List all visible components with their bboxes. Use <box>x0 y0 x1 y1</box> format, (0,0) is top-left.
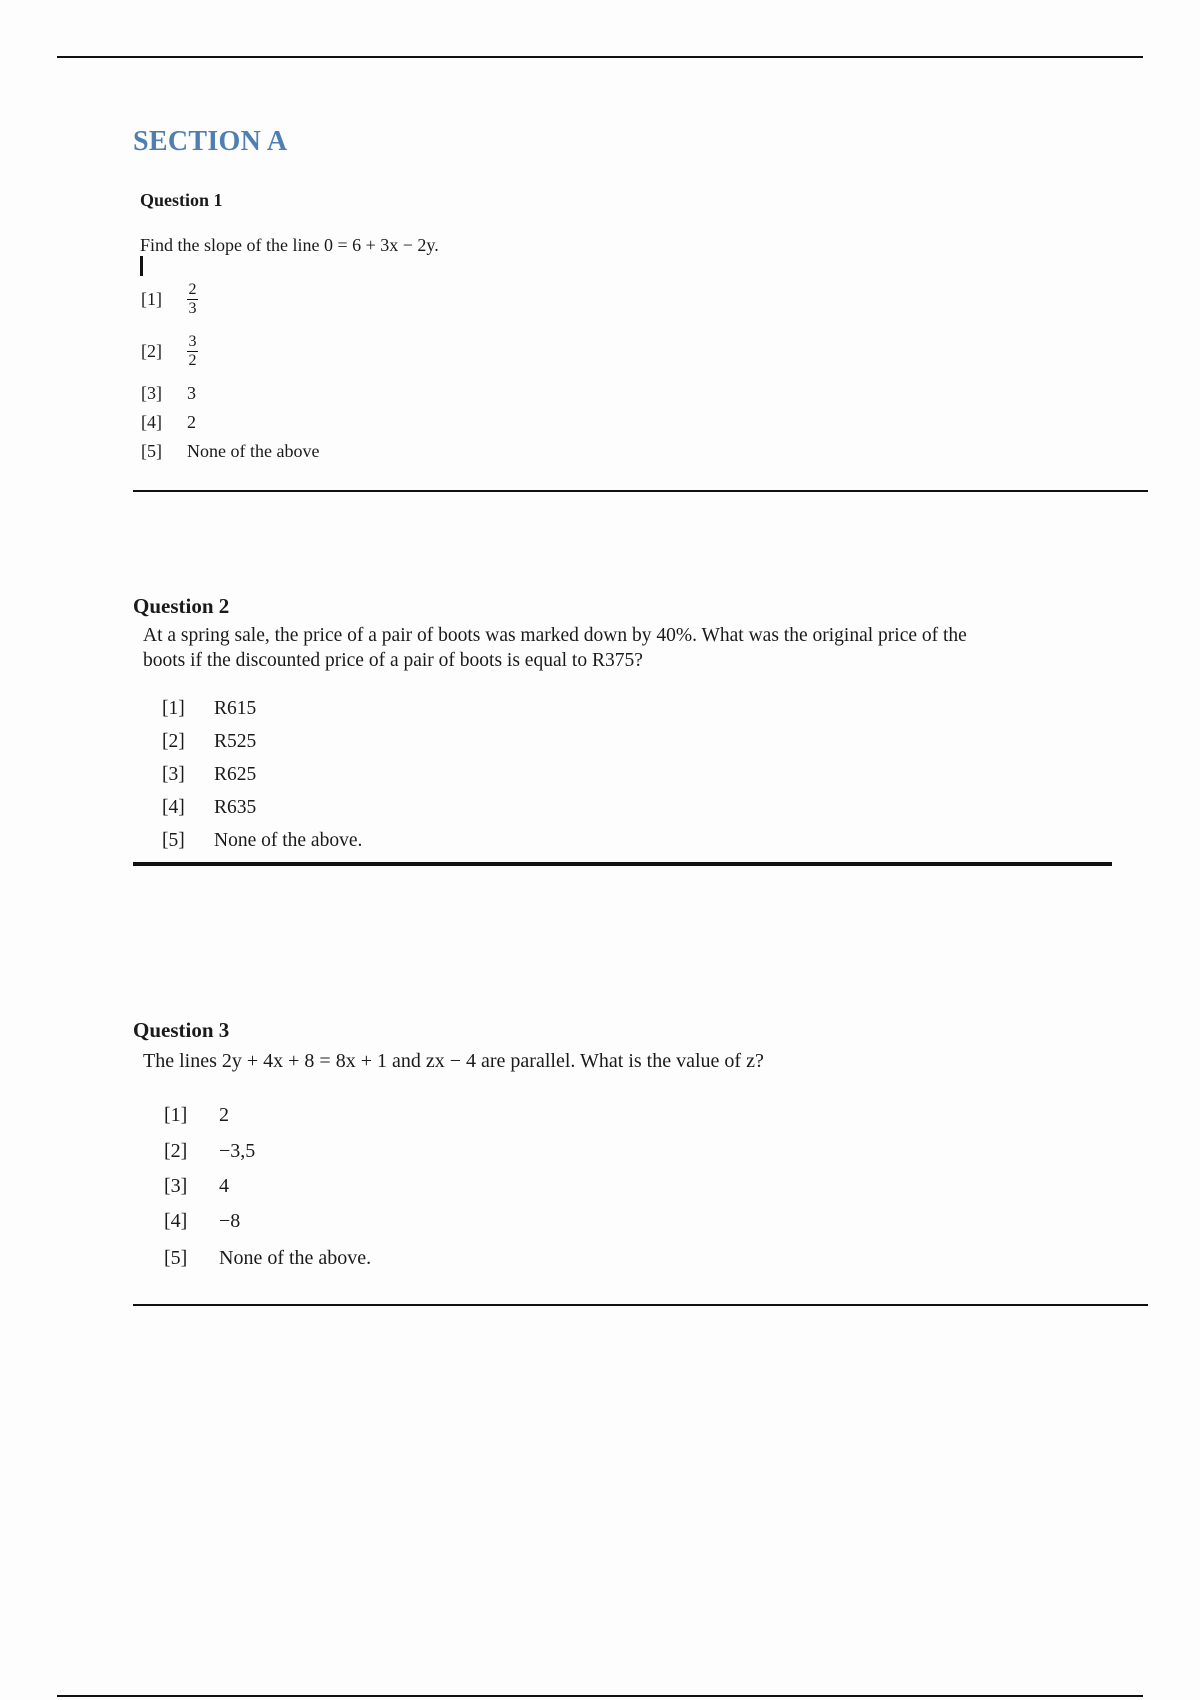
question-2-option-2[interactable] <box>162 731 256 753</box>
question-2-option-3[interactable] <box>162 764 256 786</box>
fraction-denominator: 2 <box>188 352 197 369</box>
question-2-title: Question 2 <box>133 594 230 618</box>
option-value: R635 <box>214 797 257 818</box>
option-value: None of the above <box>187 441 320 461</box>
q1-divider <box>133 490 1148 492</box>
option-number: [4] <box>164 1210 188 1232</box>
question-3-option-4[interactable] <box>164 1210 240 1233</box>
option-value: −3,5 <box>219 1140 256 1162</box>
fraction-numerator: 2 <box>188 281 197 298</box>
fraction-numerator: 3 <box>188 333 197 350</box>
option-number: [5] <box>162 830 185 851</box>
bottom-rule <box>57 1695 1143 1697</box>
option-number: [3] <box>162 764 185 785</box>
text-cursor <box>140 256 143 276</box>
option-number: [2] <box>162 731 185 752</box>
question-3-title: Question 3 <box>133 1018 230 1042</box>
option-value: R615 <box>214 698 257 719</box>
question-1-option-4[interactable] <box>141 412 196 433</box>
option-number: [3] <box>164 1175 188 1197</box>
option-number: [2] <box>141 341 162 361</box>
option-number: [1] <box>164 1104 188 1126</box>
option-value: 3 <box>187 383 196 403</box>
question-1-option-1[interactable] <box>141 281 198 318</box>
option-number: [3] <box>141 383 162 403</box>
question-1-option-3[interactable] <box>141 383 196 404</box>
question-3-text: The lines 2y + 4x + 8 = 8x + 1 and zx − 4 are parallel. What is the value of z? <box>143 1050 764 1072</box>
option-number: [1] <box>141 289 162 309</box>
option-number: [5] <box>141 441 162 461</box>
option-value: None of the above. <box>219 1247 372 1269</box>
option-number: [2] <box>164 1140 188 1162</box>
question-2-option-5[interactable] <box>162 830 362 852</box>
option-number: [1] <box>162 698 185 719</box>
question-1-title: Question 1 <box>140 190 223 210</box>
fraction <box>187 333 198 370</box>
question-2-option-4[interactable] <box>162 797 256 819</box>
fraction <box>187 281 198 318</box>
question-3-option-3[interactable] <box>164 1175 229 1198</box>
option-value: 2 <box>219 1104 229 1126</box>
option-value: R525 <box>214 731 257 752</box>
question-2-text-line-2: boots if the discounted price of a pair of boots is equal to R375? <box>143 650 643 671</box>
question-3-option-2[interactable] <box>164 1140 255 1163</box>
fraction-denominator: 3 <box>188 300 197 317</box>
question-3-option-1[interactable] <box>164 1104 229 1127</box>
question-2-text-line-1: At a spring sale, the price of a pair of boots was marked down by 40%. What was the original price of the <box>143 625 967 646</box>
top-rule <box>57 56 1143 58</box>
q2-divider <box>133 862 1112 866</box>
question-3-option-5[interactable] <box>164 1247 371 1270</box>
question-1-option-2[interactable] <box>141 333 198 370</box>
option-number: [4] <box>141 412 162 432</box>
question-1-option-5[interactable] <box>141 441 319 462</box>
option-value: None of the above. <box>214 830 363 851</box>
q3-divider <box>133 1304 1148 1306</box>
option-value: −8 <box>219 1210 241 1232</box>
question-1-text: Find the slope of the line 0 = 6 + 3x − 2y. <box>140 235 439 255</box>
option-number: [4] <box>162 797 185 818</box>
option-value: 4 <box>219 1175 229 1197</box>
option-value: 2 <box>187 412 196 432</box>
question-2-option-1[interactable] <box>162 698 256 720</box>
option-number: [5] <box>164 1247 188 1269</box>
option-value: R625 <box>214 764 257 785</box>
section-title: SECTION A <box>133 126 288 157</box>
